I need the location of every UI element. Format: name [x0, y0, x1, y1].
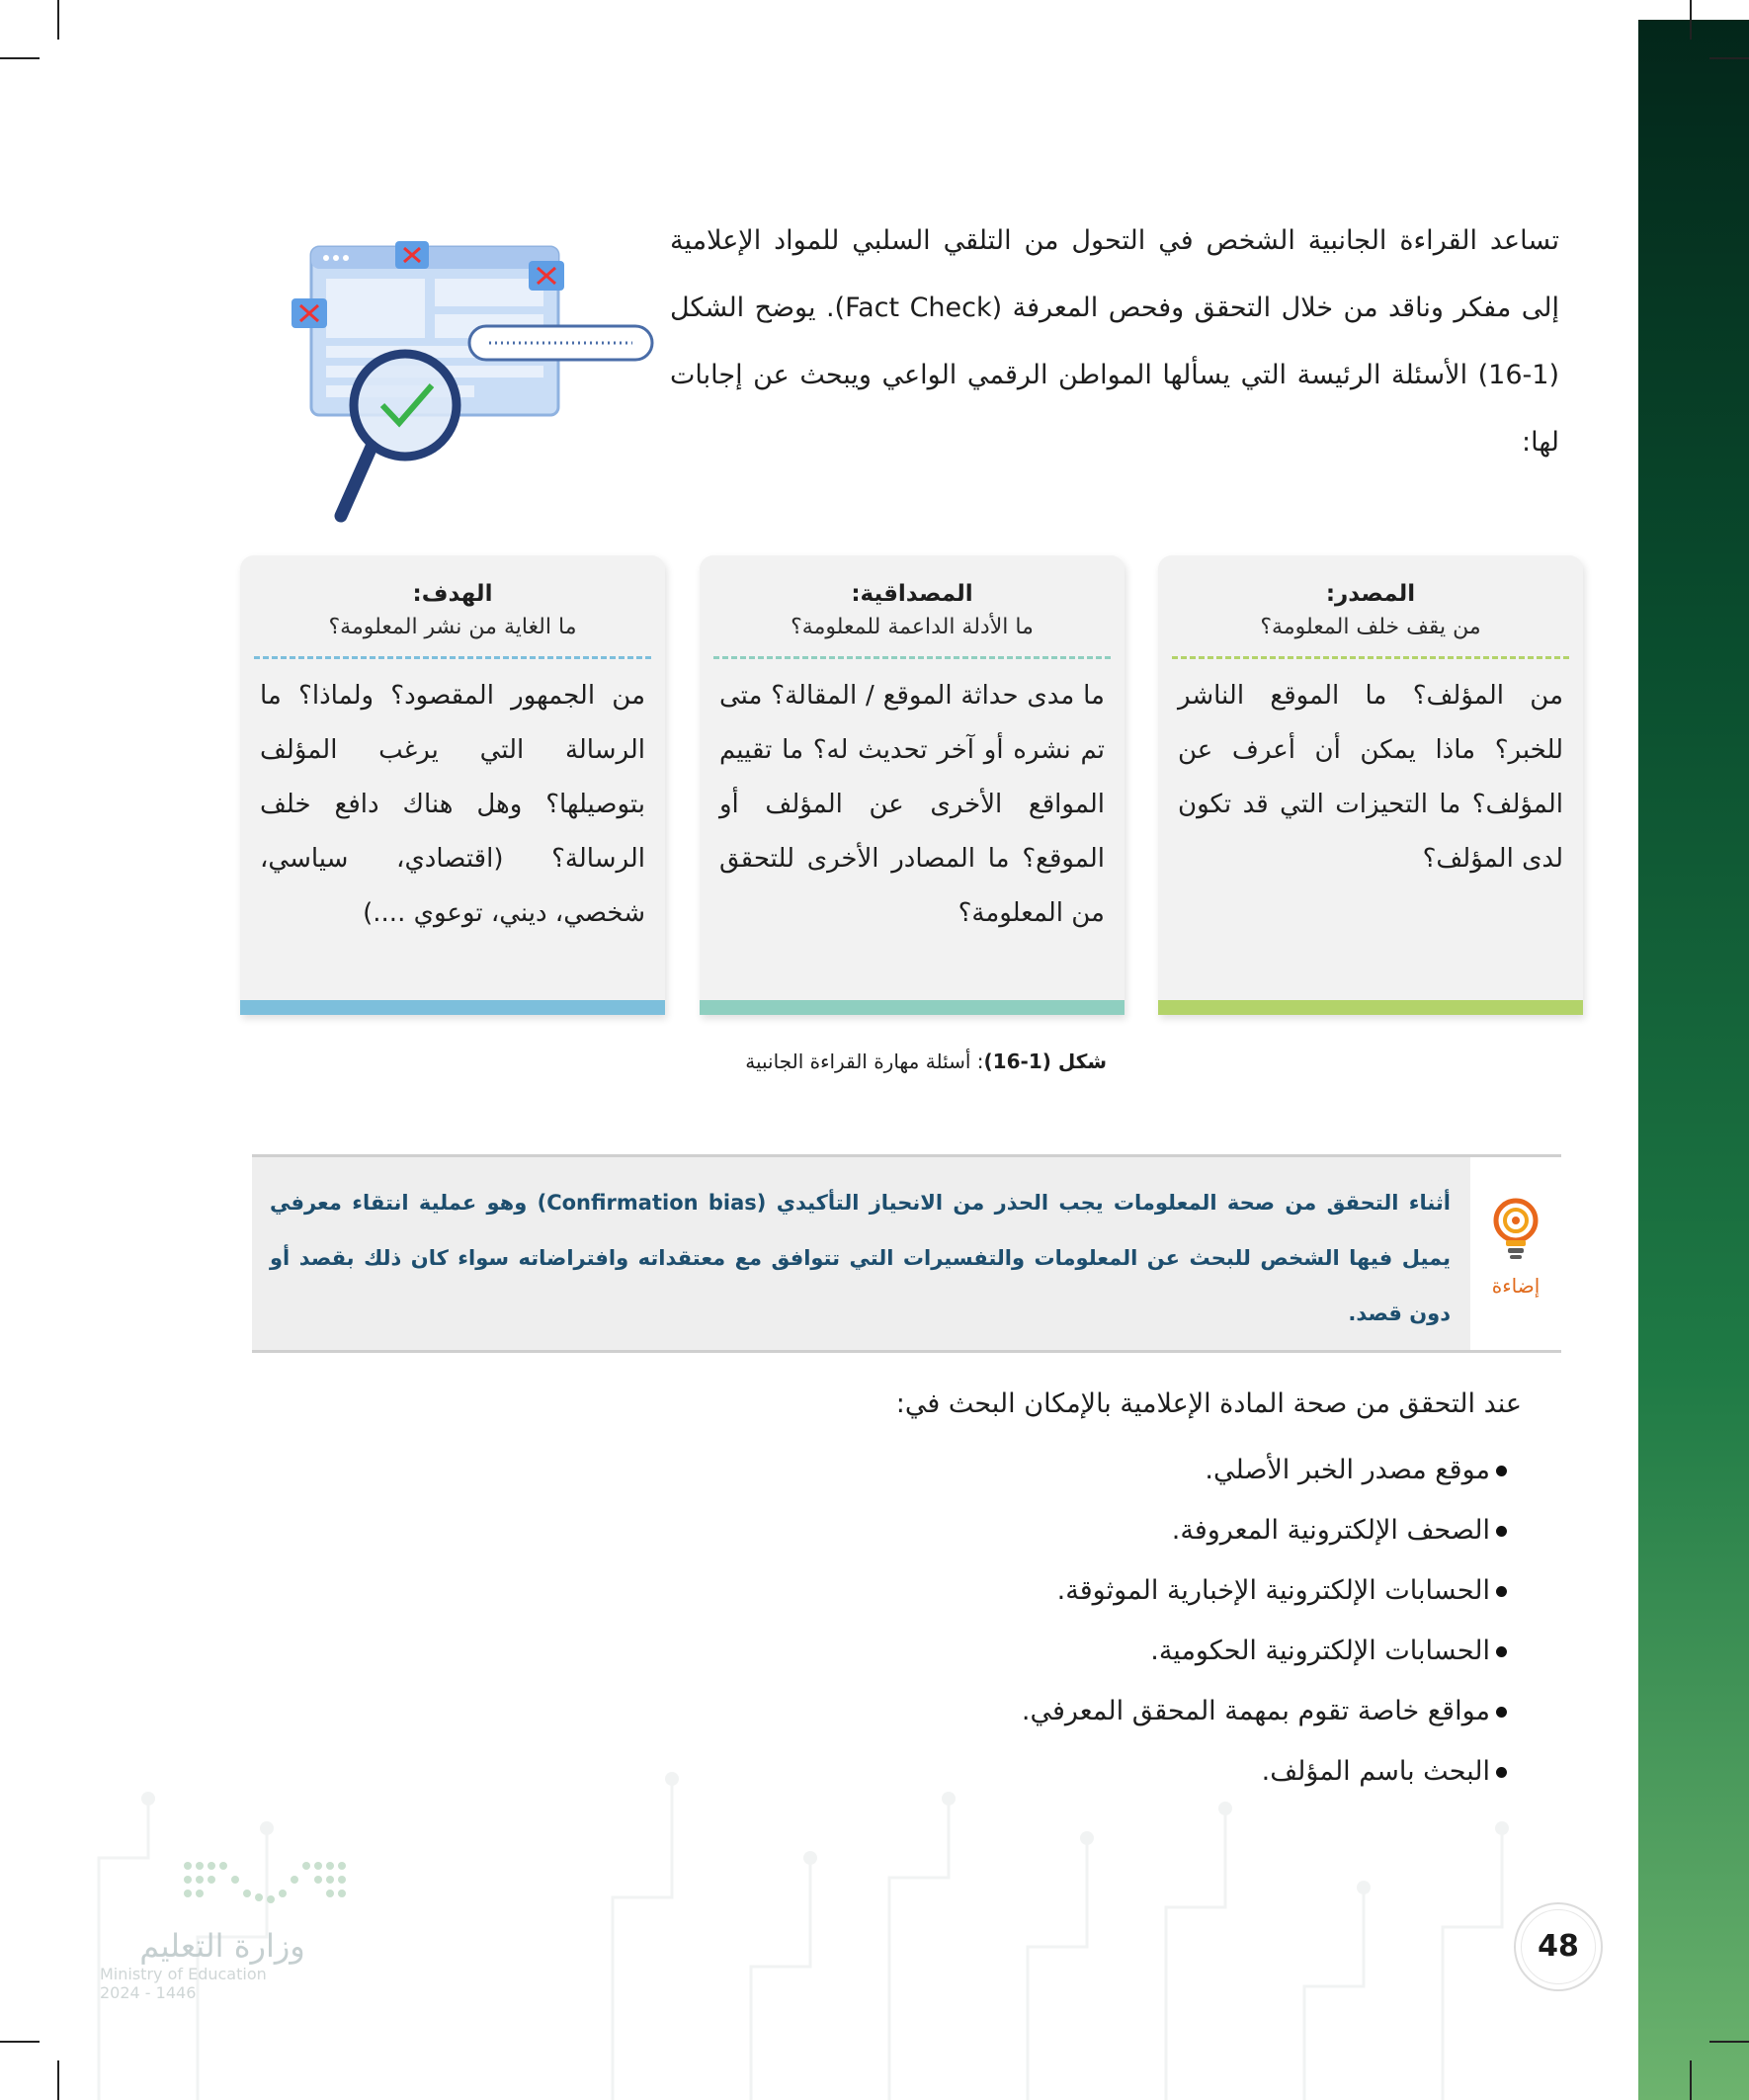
card-accent-bar: [700, 1000, 1124, 1015]
intro-paragraph: تساعد القراءة الجانبية الشخص في التحول من التلقي السلبي للمواد الإعلامية إلى مفكر وناقد من خلال التحقق وفحص المعرفة (Fact Check). يوضح الشكل (1-16) الأسئلة الرئيسة التي يسألها المواطن الرقمي الواعي ويبحث عن إجابات لها:: [670, 225, 1559, 458]
fact-check-magnifier-illustration: [287, 237, 662, 534]
bullet-icon: [1496, 1586, 1507, 1597]
ministry-name-ar: وزارة التعليم: [139, 1927, 305, 1965]
crop-mark: [1690, 0, 1692, 40]
bullet-icon: [1496, 1526, 1507, 1537]
lightbulb-icon: [1488, 1195, 1543, 1264]
card-title: الهدف:: [412, 581, 493, 607]
crop-mark: [1709, 2041, 1749, 2043]
ministry-logo: [94, 1858, 351, 2016]
card-subtitle: من يقف خلف المعلومة؟: [1260, 615, 1481, 639]
crop-mark: [1690, 2060, 1692, 2100]
note-label: إضاءة: [1491, 1274, 1541, 1298]
ministry-dots-icon: [178, 1858, 356, 1907]
side-color-band: [1638, 20, 1749, 2100]
ministry-name-en: Ministry of Education: [100, 1965, 267, 1983]
card-title: المصداقية:: [851, 581, 973, 607]
source-list: [618, 1446, 1507, 1807]
card-body: من المؤلف؟ ما الموقع الناشر للخبر؟ ماذا يمكن أن أعرف عن المؤلف؟ ما التحيزات التي قد تكون لدى المؤلف؟: [1178, 681, 1563, 874]
card-accent-bar: [1158, 1000, 1583, 1015]
page-number: 48: [1514, 1902, 1603, 1991]
list-item: الحسابات الإلكترونية الحكومية.: [618, 1627, 1507, 1687]
list-item: مواقع خاصة تقوم بمهمة المحقق المعرفي.: [618, 1687, 1507, 1747]
note-text: أثناء التحقق من صحة المعلومات يجب الحذر من الانحياز التأكيدي (Confirmation bias) وهو عملية انتقاء معرفي يميل فيها الشخص للبحث عن المعلومات والتفسيرات التي تتوافق مع معتقداته وافتراضاته سواء كان ذلك بقصد أو دون قصد.: [270, 1191, 1452, 1325]
crop-mark: [0, 2041, 40, 2043]
card-title: المصدر:: [1325, 581, 1416, 607]
crop-mark: [1709, 57, 1749, 59]
card-body: من الجمهور المقصود؟ ولماذا؟ ما الرسالة التي يرغب المؤلف بتوصيلها؟ وهل هناك دافع خلف الرسالة؟ (اقتصادي، سياسي، شخصي، ديني، توعوي ....): [260, 681, 645, 928]
figure-caption-text: : أسئلة مهارة القراءة الجانبية: [745, 1050, 984, 1073]
figure-caption: [593, 1050, 1107, 1073]
crop-mark: [57, 0, 59, 40]
bullet-icon: [1496, 1707, 1507, 1718]
card-accent-bar: [240, 1000, 665, 1015]
card-subtitle: ما الغاية من نشر المعلومة؟: [328, 615, 577, 639]
card-purpose: [240, 555, 665, 1015]
bullet-icon: [1496, 1646, 1507, 1657]
list-intro: عند التحقق من صحة المادة الإعلامية بالإمكان البحث في:: [895, 1388, 1522, 1419]
note-icon-cell: [1470, 1157, 1561, 1350]
note-box: [252, 1154, 1561, 1353]
list-item: الصحف الإلكترونية المعروفة.: [618, 1506, 1507, 1566]
card-body: ما مدى حداثة الموقع / المقالة؟ متى تم نشره أو آخر تحديث له؟ ما تقييم المواقع الأخرى عن المؤلف أو الموقع؟ ما المصادر الأخرى للتحقق من المعلومة؟: [719, 681, 1105, 928]
bullet-icon: [1496, 1466, 1507, 1476]
card-source: [1158, 555, 1583, 1015]
list-item: موقع مصدر الخبر الأصلي.: [618, 1446, 1507, 1506]
ministry-year: 2024 - 1446: [100, 1983, 197, 2002]
card-subtitle: ما الأدلة الداعمة للمعلومة؟: [791, 615, 1034, 639]
list-item: الحسابات الإلكترونية الإخبارية الموثوقة.: [618, 1566, 1507, 1627]
card-credibility: [700, 555, 1124, 1015]
bullet-icon: [1496, 1767, 1507, 1778]
list-item: البحث باسم المؤلف.: [618, 1747, 1507, 1807]
figure-caption-label: شكل (1-16): [983, 1050, 1107, 1073]
crop-mark: [0, 57, 40, 59]
